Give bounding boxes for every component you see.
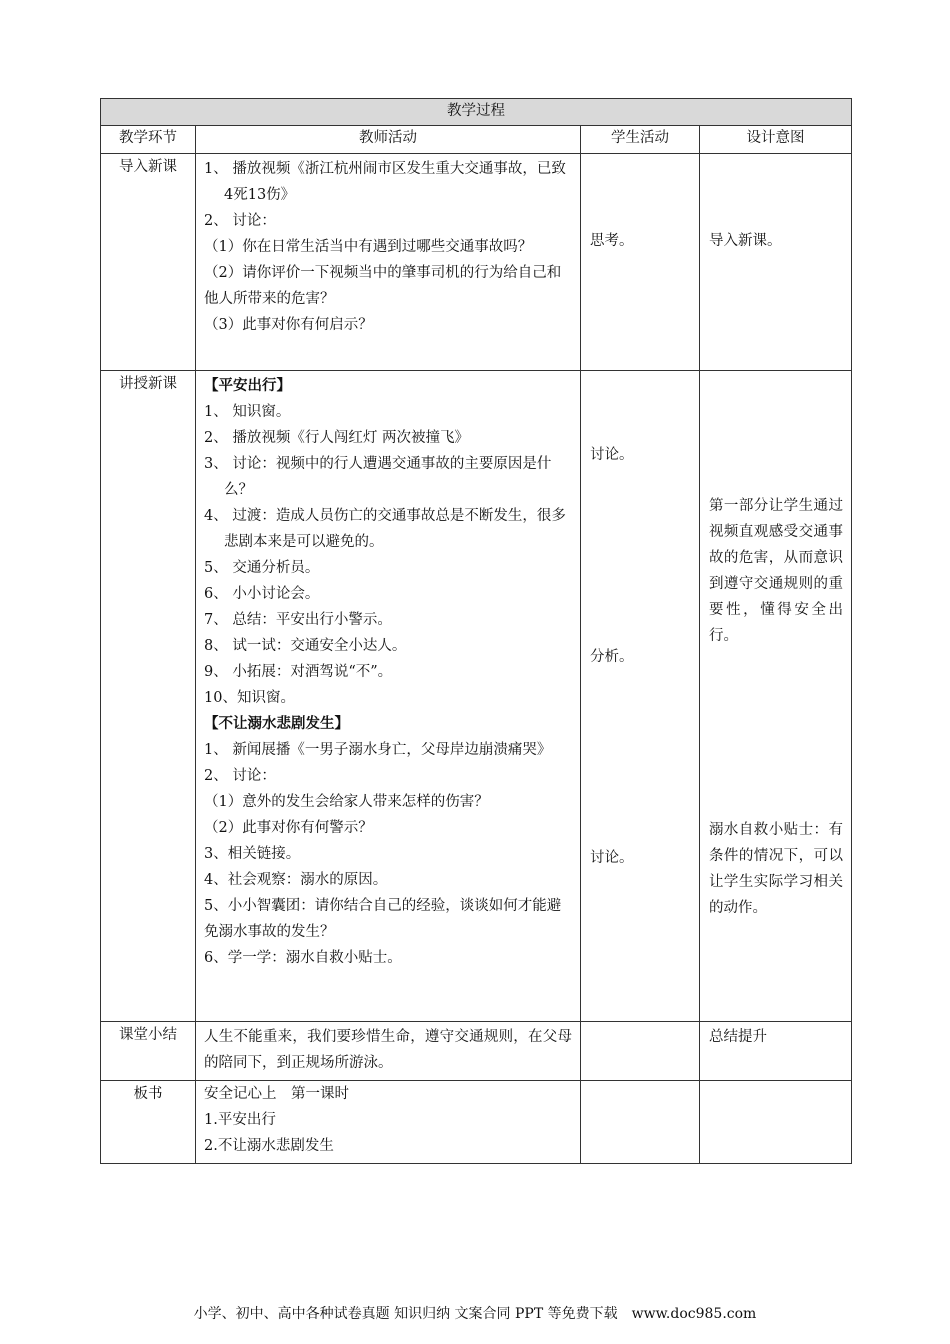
list-item: 2、 播放视频《行人闯红灯 两次被撞飞》 [204,430,469,446]
summary-text: 人生不能重来，我们要珍惜生命，遵守交通规则，在父母的陪同下，到正规场所游泳。 [204,1029,572,1071]
teacher-lecture [196,371,581,1022]
list-item: 8、 试一试：交通安全小达人。 [204,638,407,654]
page-footer: 小学、初中、高中各种试卷真题 知识归纳 文案合同 PPT 等免费下载 www.doc985.com [193,1306,757,1322]
student-lecture-cell [581,371,700,1022]
list-item: 3、 讨论：视频中的行人遭遇交通事故的主要原因是什么？ [204,456,552,498]
board-line: 1.平安出行 [204,1112,276,1128]
table-row-intro [101,154,852,371]
design-intro-cell [700,154,852,371]
student-intro: 思考。 [590,233,634,249]
header-teacher: 教师活动 [196,126,581,154]
design-summary: 总结提升 [709,1029,767,1045]
design-summary-cell [700,1022,852,1081]
design-lecture-cell [700,371,852,1022]
board-line: 2.不让溺水悲剧发生 [204,1138,334,1154]
table-row-lecture [101,371,852,1022]
stage-board: 板书 [101,1081,196,1164]
list-item: （2）请你评价一下视频当中的肇事司机的行为给自己和他人所带来的危害？ [204,265,562,307]
board-line: 安全记心上 第一课时 [204,1086,349,1102]
design-lecture-1: 第一部分让学生通过视频直观感受交通事故的危害，从而意识到遵守交通规则的重要性，懂得安全出行。 [709,498,843,644]
design-lecture-2: 溺水自救小贴士：有条件的情况下，可以让学生实际学习相关的动作。 [709,822,843,916]
table-title: 教学过程 [101,99,852,126]
header-design: 设计意图 [700,126,852,154]
list-item: 2、 讨论： [204,213,276,229]
list-item: 6、 小小讨论会。 [204,586,320,602]
list-item: （1）你在日常生活当中有遇到过哪些交通事故吗？ [204,239,533,255]
student-lecture-1: 讨论。 [590,447,634,463]
list-item: 5、小小智囊团：请你结合自己的经验，谈谈如何才能避免溺水事故的发生？ [204,898,562,940]
section-title-drowning: 【不让溺水悲剧发生】 [204,715,349,732]
list-item: 4、 过渡：造成人员伤亡的交通事故总是不断发生，很多悲剧本来是可以避免的。 [204,508,566,550]
list-item: 1、 知识窗。 [204,404,291,420]
section-title-safe-travel: 【平安出行】 [204,377,291,394]
list-item: 9、 小拓展：对酒驾说“不”。 [204,664,393,680]
table-row-summary [101,1022,852,1081]
list-item: 4、社会观察：溺水的原因。 [204,872,388,888]
list-item: 3、相关链接。 [204,846,301,862]
student-summary [581,1022,700,1081]
stage-summary: 课堂小结 [101,1022,196,1081]
list-item: （1）意外的发生会给家人带来怎样的伤害？ [204,794,489,810]
list-item: 1、 新闻展播《一男子溺水身亡，父母岸边崩溃痛哭》 [204,742,552,758]
stage-lecture: 讲授新课 [101,371,196,1022]
list-item: 10、知识窗。 [204,690,295,706]
student-intro-cell [581,154,700,371]
header-stage: 教学环节 [101,126,196,154]
list-item: 6、学一学：溺水自救小贴士。 [204,950,402,966]
header-row [101,126,852,154]
student-lecture-2: 分析。 [590,649,634,665]
teacher-board [196,1081,581,1164]
teacher-summary [196,1022,581,1081]
table-row-board [101,1081,852,1164]
list-item: （3）此事对你有何启示？ [204,317,373,333]
design-board [700,1081,852,1164]
list-item: 7、 总结：平安出行小警示。 [204,612,392,628]
list-item: 5、 交通分析员。 [204,560,320,576]
teaching-process-table [100,98,852,1164]
design-intro: 导入新课。 [709,233,782,249]
list-item: 1、 播放视频《浙江杭州闹市区发生重大交通事故，已致4死13伤》 [204,161,566,203]
list-item: 2、 讨论： [204,768,276,784]
list-item: （2）此事对你有何警示？ [204,820,373,836]
stage-intro: 导入新课 [101,154,196,371]
student-lecture-3: 讨论。 [590,850,634,866]
teacher-intro [196,154,581,371]
student-board [581,1081,700,1164]
header-student: 学生活动 [581,126,700,154]
